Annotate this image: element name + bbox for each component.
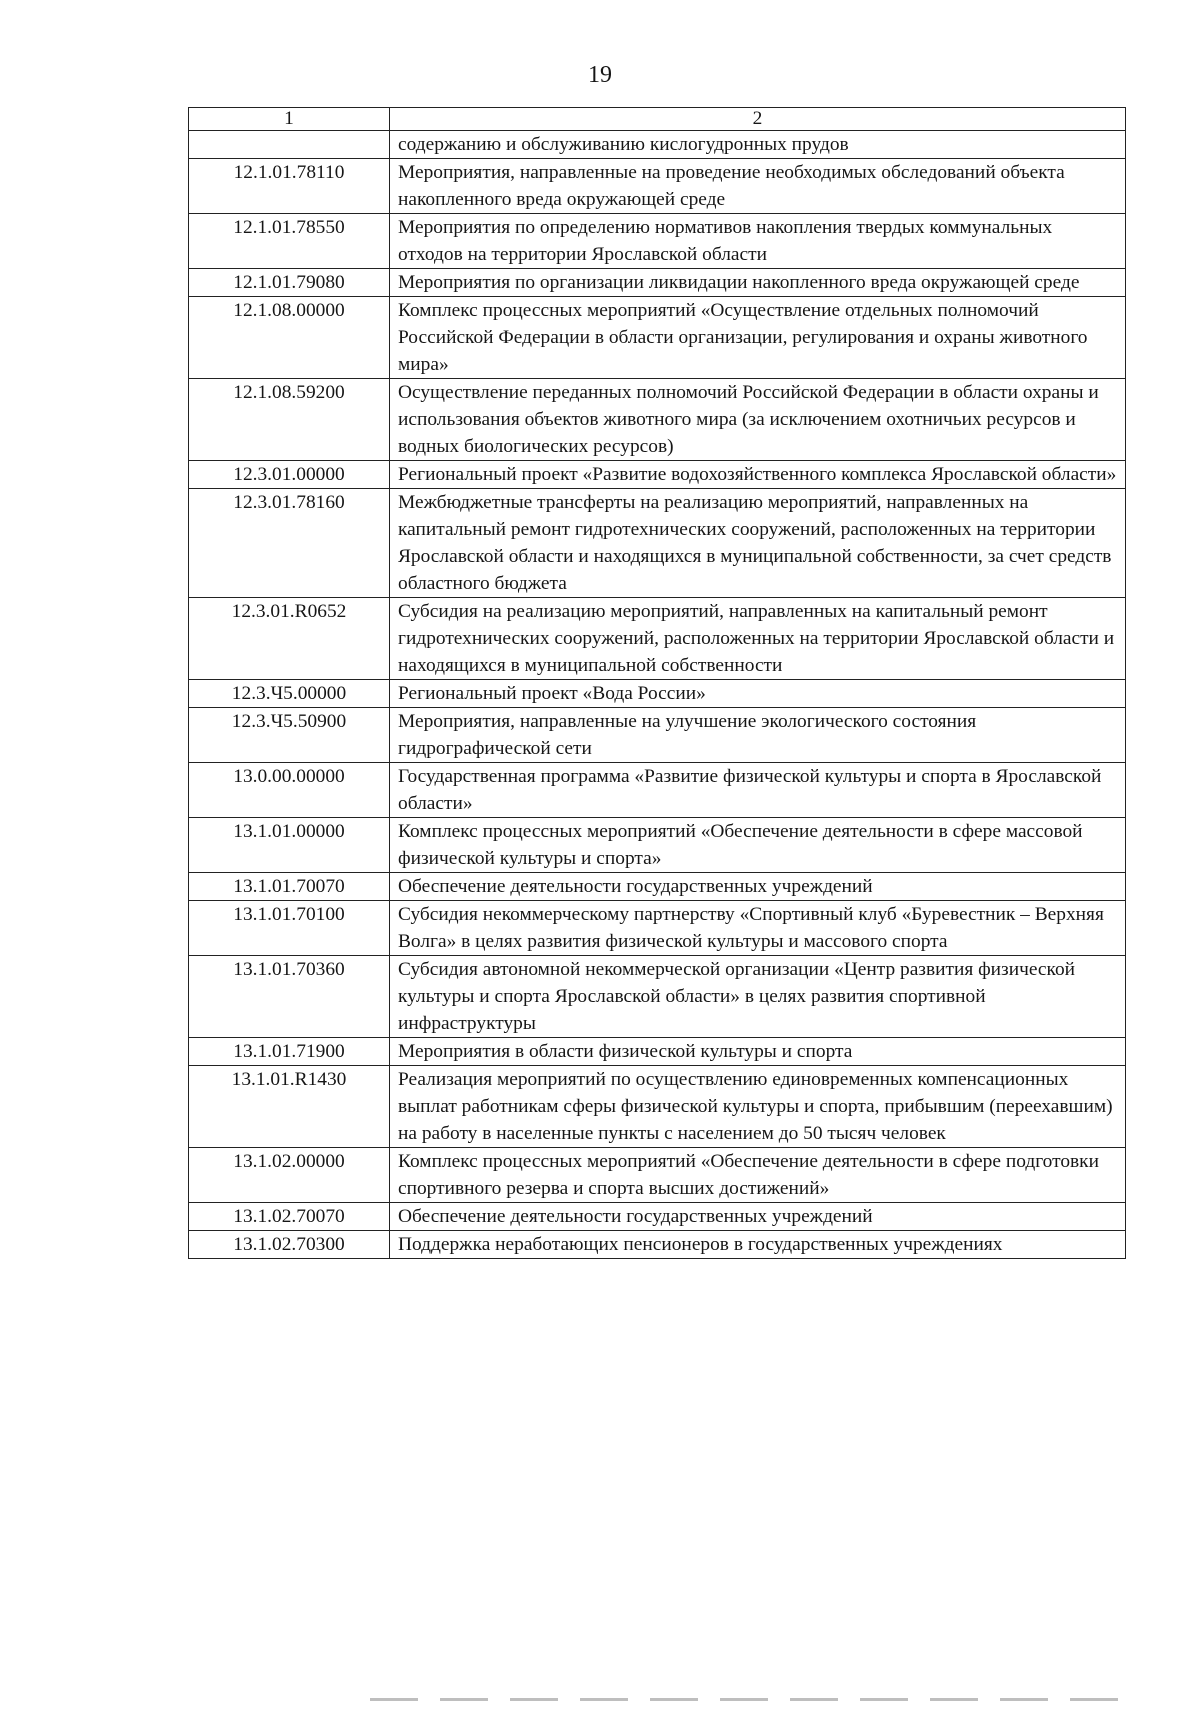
row-name: Мероприятия, направленные на улучшение экологического состояния гидрографической сети <box>390 708 1126 763</box>
table-header-row <box>189 108 1126 131</box>
table-row <box>189 1148 1126 1203</box>
row-name: Осуществление переданных полномочий Российской Федерации в области охраны и использования объектов животного мира (за исключением охотничьих ресурсов и водных биологических ресурсов) <box>390 379 1126 461</box>
table-row <box>189 1038 1126 1066</box>
table-row <box>189 297 1126 379</box>
table-row <box>189 680 1126 708</box>
row-name: Региональный проект «Развитие водохозяйственного комплекса Ярославской области» <box>390 461 1126 489</box>
table-row <box>189 269 1126 297</box>
table-row <box>189 1231 1126 1259</box>
table-row <box>189 708 1126 763</box>
row-name: Мероприятия по определению нормативов накопления твердых коммунальных отходов на территории Ярославской области <box>390 214 1126 269</box>
table-row <box>189 1203 1126 1231</box>
row-code: 13.1.01.70360 <box>189 956 390 1038</box>
row-name: Субсидия автономной некоммерческой организации «Центр развития физической культуры и спорта Ярославской области» в целях развития спортивной инфраструктуры <box>390 956 1126 1038</box>
row-code: 12.3.01.00000 <box>189 461 390 489</box>
row-name: Обеспечение деятельности государственных учреждений <box>390 873 1126 901</box>
table-row <box>189 461 1126 489</box>
row-code: 12.1.01.78550 <box>189 214 390 269</box>
row-code: 13.1.01.R1430 <box>189 1066 390 1148</box>
row-code: 13.1.01.71900 <box>189 1038 390 1066</box>
table-row <box>189 763 1126 818</box>
row-name: Субсидия некоммерческому партнерству «Спортивный клуб «Буревестник – Верхняя Волга» в целях развития физической культуры и массового спорта <box>390 901 1126 956</box>
table-row <box>189 1066 1126 1148</box>
row-code: 12.3.Ч5.50900 <box>189 708 390 763</box>
row-code: 13.1.01.00000 <box>189 818 390 873</box>
row-name: Государственная программа «Развитие физической культуры и спорта в Ярославской области» <box>390 763 1126 818</box>
classification-table <box>188 107 1126 1259</box>
table-row <box>189 956 1126 1038</box>
row-code: 12.3.01.78160 <box>189 489 390 598</box>
table-row <box>189 489 1126 598</box>
row-name: Региональный проект «Вода России» <box>390 680 1126 708</box>
column-header-name: 2 <box>390 108 1126 131</box>
row-name: Мероприятия по организации ликвидации накопленного вреда окружающей среде <box>390 269 1126 297</box>
page-number: 19 <box>588 62 612 88</box>
table-row <box>189 131 1126 159</box>
table-row <box>189 379 1126 461</box>
row-name: Поддержка неработающих пенсионеров в государственных учреждениях <box>390 1231 1126 1259</box>
table-row <box>189 598 1126 680</box>
row-code: 12.1.08.00000 <box>189 297 390 379</box>
scan-artifact-marks <box>370 1698 1130 1701</box>
row-code: 13.1.01.70070 <box>189 873 390 901</box>
row-name: Мероприятия, направленные на проведение необходимых обследований объекта накопленного вреда окружающей среде <box>390 159 1126 214</box>
table-row <box>189 818 1126 873</box>
row-code: 12.3.Ч5.00000 <box>189 680 390 708</box>
row-name: Реализация мероприятий по осуществлению единовременных компенсационных выплат работникам сферы физической культуры и спорта, прибывшим (переехавшим) на работу в населенные пункты с населением до 50 тысяч человек <box>390 1066 1126 1148</box>
row-name: Комплекс процессных мероприятий «Осуществление отдельных полномочий Российской Федерации в области организации, регулирования и охраны животного мира» <box>390 297 1126 379</box>
row-code: 12.1.01.78110 <box>189 159 390 214</box>
row-code: 13.1.01.70100 <box>189 901 390 956</box>
row-code: 13.1.02.00000 <box>189 1148 390 1203</box>
row-code: 12.1.08.59200 <box>189 379 390 461</box>
row-name: Субсидия на реализацию мероприятий, направленных на капитальный ремонт гидротехнических сооружений, расположенных на территории Ярославской области и находящихся в муниципальной собственности <box>390 598 1126 680</box>
row-code: 13.0.00.00000 <box>189 763 390 818</box>
row-name: Комплекс процессных мероприятий «Обеспечение деятельности в сфере массовой физической культуры и спорта» <box>390 818 1126 873</box>
row-name: Мероприятия в области физической культуры и спорта <box>390 1038 1126 1066</box>
table-row <box>189 873 1126 901</box>
table-row <box>189 159 1126 214</box>
table-row <box>189 901 1126 956</box>
row-code: 12.1.01.79080 <box>189 269 390 297</box>
row-name: Комплекс процессных мероприятий «Обеспечение деятельности в сфере подготовки спортивного резерва и спорта высших достижений» <box>390 1148 1126 1203</box>
row-name: Межбюджетные трансферты на реализацию мероприятий, направленных на капитальный ремонт гидротехнических сооружений, расположенных на территории Ярославской области и находящихся в муниципальной собственности, за счет средств областного бюджета <box>390 489 1126 598</box>
row-name: Обеспечение деятельности государственных учреждений <box>390 1203 1126 1231</box>
column-header-code: 1 <box>189 108 390 131</box>
row-code: 13.1.02.70070 <box>189 1203 390 1231</box>
row-code <box>189 131 390 159</box>
row-code: 13.1.02.70300 <box>189 1231 390 1259</box>
row-name: содержанию и обслуживанию кислогудронных прудов <box>390 131 1126 159</box>
table-row <box>189 214 1126 269</box>
row-code: 12.3.01.R0652 <box>189 598 390 680</box>
